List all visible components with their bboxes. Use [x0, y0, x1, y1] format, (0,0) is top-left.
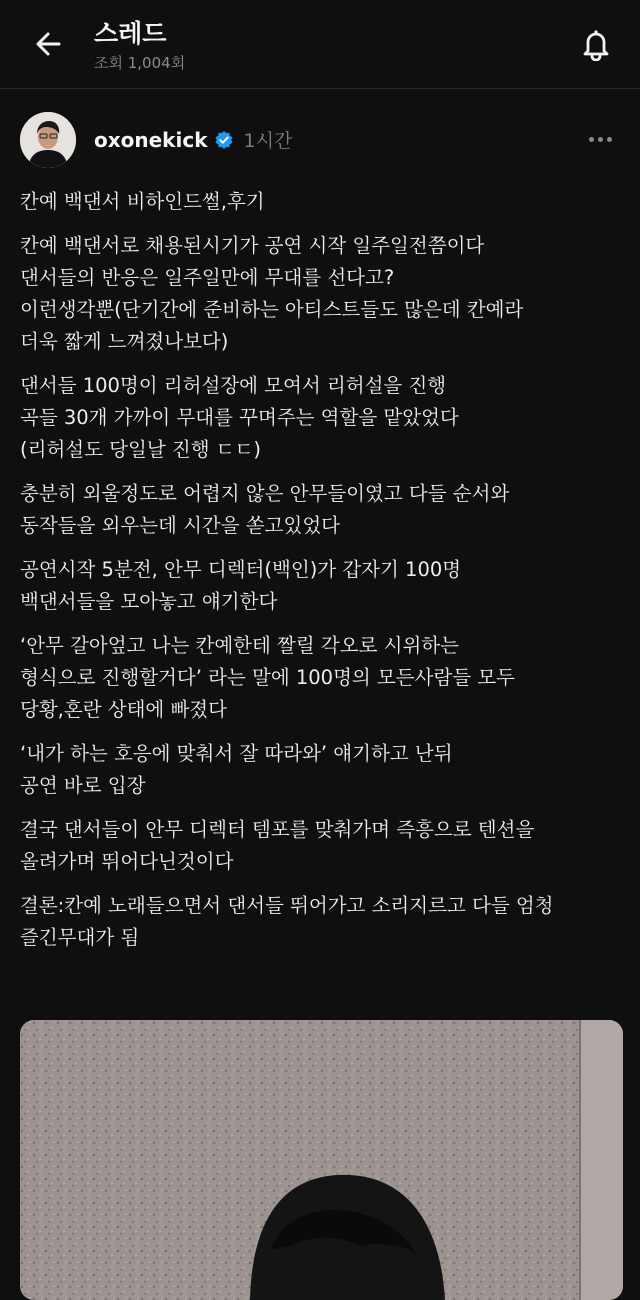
more-horizontal-icon [607, 137, 612, 142]
post-paragraph: 공연시작 5분전, 안무 디렉터(백인)가 갑자기 100명 백댄서들을 모아놓고 얘기한다 [20, 558, 462, 613]
post-paragraph: 충분히 외울정도로 어렵지 않은 안무들이였고 다들 순서와 동작들을 외우는데 시간을 쏟고있었다 [20, 482, 510, 537]
post-paragraph: 댄서들 100명이 리허설장에 모여서 리허설을 진행 곡들 30개 가까이 무대를 꾸며주는 역할을 맡았었다 (리허설도 당일날 진행 ㄷㄷ) [20, 374, 459, 461]
post-paragraph: ‘안무 갈아엎고 나는 칸예한테 짤릴 각오로 시위하는 형식으로 진행할거다’ 라는 말에 100명의 모든사람들 모두 당황,혼란 상태에 빠졌다 [20, 634, 516, 721]
post-paragraph: 칸예 백댄서로 채용된시기가 공연 시작 일주일전쯤이다 댄서들의 반응은 일주일만에 무대를 선다고? 이런생각뿐(단기간에 준비하는 아티스트들도 많은데 칸예라 더욱 짧게 느껴졌나보다) [20, 234, 524, 353]
top-bar [0, 0, 640, 89]
verified-badge-icon [214, 130, 234, 150]
post-paragraph: 결국 댄서들이 안무 디렉터 템포를 맞춰가며 즉흥으로 텐션을 올려가며 뛰어다닌것이다 [20, 818, 535, 873]
more-horizontal-icon [589, 137, 594, 142]
more-options-button[interactable] [582, 126, 618, 152]
avatar[interactable] [20, 112, 76, 168]
back-button[interactable] [26, 22, 70, 66]
post-image[interactable] [20, 1020, 623, 1300]
post-time: 1시간 [243, 130, 293, 152]
photo-content [20, 1020, 623, 1300]
username[interactable]: oxonekick [94, 127, 208, 152]
arrow-left-icon [33, 29, 63, 59]
post-author [94, 126, 292, 153]
post-paragraph: ‘내가 하는 호응에 맞춰서 잘 따라와’ 얘기하고 난뒤 공연 바로 입장 [20, 742, 453, 797]
post-paragraph: 결론:칸예 노래들으면서 댄서들 뛰어가고 소리지르고 다들 엄청 즐긴무대가 됨 [20, 894, 554, 949]
notifications-button[interactable] [574, 22, 618, 66]
bell-icon [579, 27, 613, 61]
post-body [20, 186, 620, 966]
more-horizontal-icon [598, 137, 603, 142]
profile-photo [20, 112, 76, 168]
view-count: 조회 1,004회 [94, 54, 186, 72]
post-paragraph: 칸예 백댄서 비하인드썰,후기 [20, 190, 265, 213]
page-title: 스레드 [94, 19, 167, 48]
